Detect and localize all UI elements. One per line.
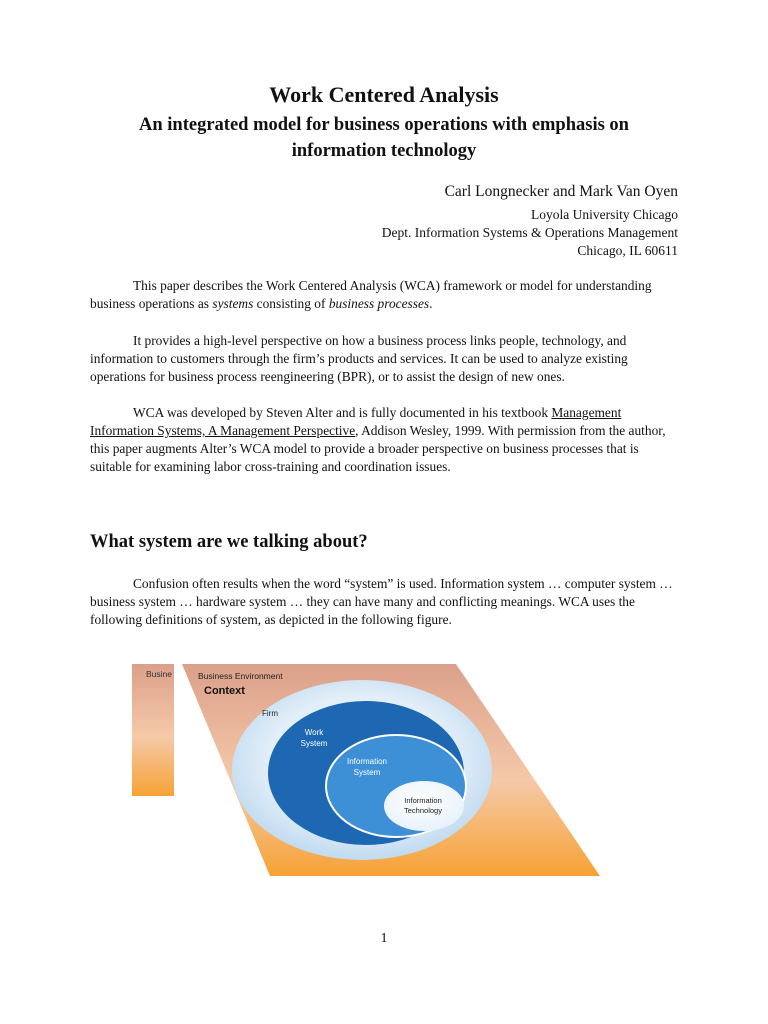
perspective-text: It provides a high-level perspective on how a business process links people, technology, and information to customers through the firm’s products and services. It can be used to analyze existing operations for business process reengineering (BPR), or to assist the design of new ones. xyxy=(90,333,628,384)
work-system-label-line2: System xyxy=(300,739,328,748)
definitions-text: Confusion often results when the word “system” is used. Information system … computer system … business system … hardware system … they can have many and conflicting meanings. WCA uses the following definitions of system, as depicted in the following figure. xyxy=(90,576,673,627)
paper-title: Work Centered Analysis xyxy=(269,82,499,107)
work-system-label-line1: Work xyxy=(304,728,324,737)
affiliation-department: Dept. Information Systems & Operations Management xyxy=(381,225,678,240)
paragraph-perspective xyxy=(90,332,680,386)
book-title: Management Information Systems, A Management Perspective xyxy=(90,405,622,438)
page-number: 1 xyxy=(380,931,388,946)
intro-text-b: consisting of xyxy=(253,296,329,311)
paragraph-origin xyxy=(90,404,680,476)
paragraph-intro xyxy=(90,277,680,313)
firm-label: Firm xyxy=(262,709,278,718)
paper-subtitle: An integrated model for business operations with emphasis on information technology xyxy=(139,115,629,161)
information-technology-label-line2: Technology xyxy=(404,806,442,815)
origin-text-b: , Addison Wesley, 1999. With permission from the author, this paper augments Alter’s WCA model to provide a broader perspective on business processes that is suitable for examining labor cross-training and coordination issues. xyxy=(90,423,666,474)
intro-text-a: This paper describes the Work Centered Analysis (WCA) framework or model for understanding business operations as xyxy=(90,278,652,311)
section-heading: What system are we talking about? xyxy=(90,532,368,552)
context-label: Context xyxy=(204,685,245,697)
paragraph-definitions xyxy=(90,575,680,629)
intro-emphasis-processes: business processes xyxy=(328,296,430,311)
affiliation-location: Chicago, IL 60611 xyxy=(577,243,678,258)
intro-text-c: . xyxy=(429,296,433,311)
authors: Carl Longnecker and Mark Van Oyen xyxy=(444,183,678,200)
affiliation-university: Loyola University Chicago xyxy=(531,207,678,222)
background-environment-label: Busine xyxy=(146,669,172,679)
intro-emphasis-systems: systems xyxy=(212,296,254,311)
information-system-label-line2: System xyxy=(353,768,381,777)
origin-text-a: WCA was developed by Steven Alter and is fully documented in his textbook xyxy=(133,405,552,420)
system-levels-figure xyxy=(130,660,610,900)
background-environment-panel xyxy=(132,664,174,796)
business-environment-label: Business Environment xyxy=(198,671,283,681)
information-system-label-line1: Information xyxy=(346,757,388,766)
information-technology-label-line1: Information xyxy=(404,796,442,805)
